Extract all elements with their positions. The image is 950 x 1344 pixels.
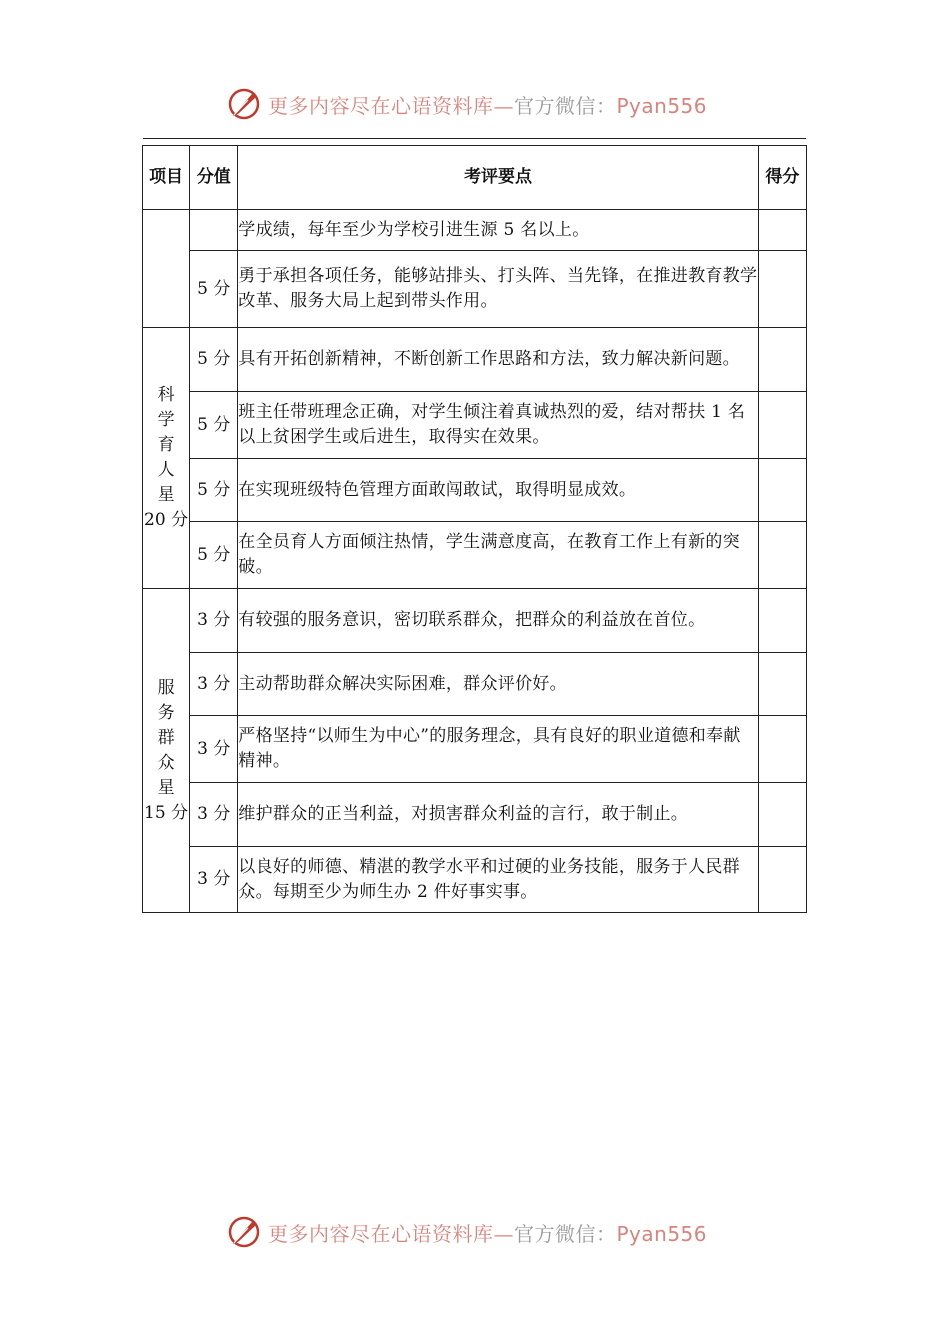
score-cell: 5 分 [190, 522, 238, 589]
item-char: 星 [157, 485, 175, 505]
watermark-main-text: 更多内容尽在心语资料库 [268, 1221, 494, 1246]
item-score: 20 分 [144, 510, 189, 530]
point-cell: 在实现班级特色管理方面敢闯敢试，取得明显成效。 [238, 459, 759, 522]
point-cell: 学成绩，每年至少为学校引进生源 5 名以上。 [238, 210, 759, 251]
point-cell: 维护群众的正当利益，对损害群众利益的言行，敢于制止。 [238, 783, 759, 847]
evaluation-table [142, 145, 807, 913]
watermark-wechat-id: Pyan556 [616, 93, 708, 118]
score-cell: 3 分 [190, 589, 238, 653]
table-row [143, 716, 807, 783]
item-char: 务 [157, 702, 175, 723]
table-row [143, 653, 807, 716]
item-char: 星 [157, 777, 175, 798]
table-row [143, 328, 807, 392]
header-score: 分值 [190, 146, 238, 210]
table-row [143, 847, 807, 913]
got-cell[interactable] [758, 847, 806, 913]
point-cell: 主动帮助群众解决实际困难，群众评价好。 [238, 653, 759, 716]
watermark-banner-bottom [226, 1212, 746, 1252]
item-cell-serve-people-star [143, 589, 190, 913]
score-cell: 5 分 [190, 328, 238, 392]
watermark-main-text: 更多内容尽在心语资料库 [268, 93, 494, 118]
table-row [143, 783, 807, 847]
item-char: 学 [157, 410, 175, 430]
point-cell: 有较强的服务意识，密切联系群众，把群众的利益放在首位。 [238, 589, 759, 653]
point-cell: 具有开拓创新精神，不断创新工作思路和方法，致力解决新问题。 [238, 328, 759, 392]
table-row [143, 251, 807, 328]
item-char: 人 [157, 460, 175, 480]
table-row [143, 459, 807, 522]
item-char: 众 [157, 752, 175, 773]
score-cell: 3 分 [190, 716, 238, 783]
table-row [143, 392, 807, 459]
header-item: 项目 [143, 146, 190, 210]
got-cell[interactable] [758, 251, 806, 328]
quill-logo-icon [226, 86, 262, 122]
watermark-wechat-id: Pyan556 [616, 1221, 708, 1246]
header-got: 得分 [758, 146, 806, 210]
header-points: 考评要点 [238, 146, 759, 210]
table-row [143, 522, 807, 589]
point-cell: 班主任带班理念正确，对学生倾注着真诚热烈的爱，结对帮扶 1 名以上贫困学生或后进生，取得实在效果。 [238, 392, 759, 459]
watermark-wechat-label: 官方微信： [514, 93, 617, 118]
got-cell[interactable] [758, 716, 806, 783]
item-char: 群 [157, 727, 175, 748]
item-score: 15 分 [144, 802, 189, 823]
point-cell: 在全员育人方面倾注热情，学生满意度高，在教育工作上有新的突破。 [238, 522, 759, 589]
watermark-banner-top [226, 84, 746, 124]
score-cell: 3 分 [190, 847, 238, 913]
item-char: 服 [157, 677, 175, 698]
score-cell: 5 分 [190, 459, 238, 522]
item-cell-science-education-star [143, 328, 190, 589]
point-cell: 严格坚持“以师生为中心”的服务理念，具有良好的职业道德和奉献精神。 [238, 716, 759, 783]
item-char: 育 [157, 435, 175, 455]
point-cell: 以良好的师德、精湛的教学水平和过硬的业务技能，服务于人民群众。每期至少为师生办 2 件好事实事。 [238, 847, 759, 913]
point-cell: 勇于承担各项任务，能够站排头、打头阵、当先锋，在推进教育教学改革、服务大局上起到带头作用。 [238, 251, 759, 328]
header-rule [143, 138, 806, 139]
got-cell[interactable] [758, 210, 806, 251]
table-header-row [143, 146, 807, 210]
watermark-dash: — [493, 1221, 514, 1246]
got-cell[interactable] [758, 783, 806, 847]
item-cell-continued [143, 210, 190, 328]
got-cell[interactable] [758, 589, 806, 653]
got-cell[interactable] [758, 459, 806, 522]
score-cell: 5 分 [190, 251, 238, 328]
score-cell [190, 210, 238, 251]
item-char: 科 [157, 385, 175, 405]
score-cell: 3 分 [190, 653, 238, 716]
got-cell[interactable] [758, 522, 806, 589]
watermark-dash: — [493, 93, 514, 118]
table-row [143, 589, 807, 653]
score-cell: 3 分 [190, 783, 238, 847]
got-cell[interactable] [758, 653, 806, 716]
watermark-wechat-label: 官方微信： [514, 1221, 617, 1246]
table-row [143, 210, 807, 251]
score-cell: 5 分 [190, 392, 238, 459]
got-cell[interactable] [758, 392, 806, 459]
got-cell[interactable] [758, 328, 806, 392]
quill-logo-icon [226, 1214, 262, 1250]
